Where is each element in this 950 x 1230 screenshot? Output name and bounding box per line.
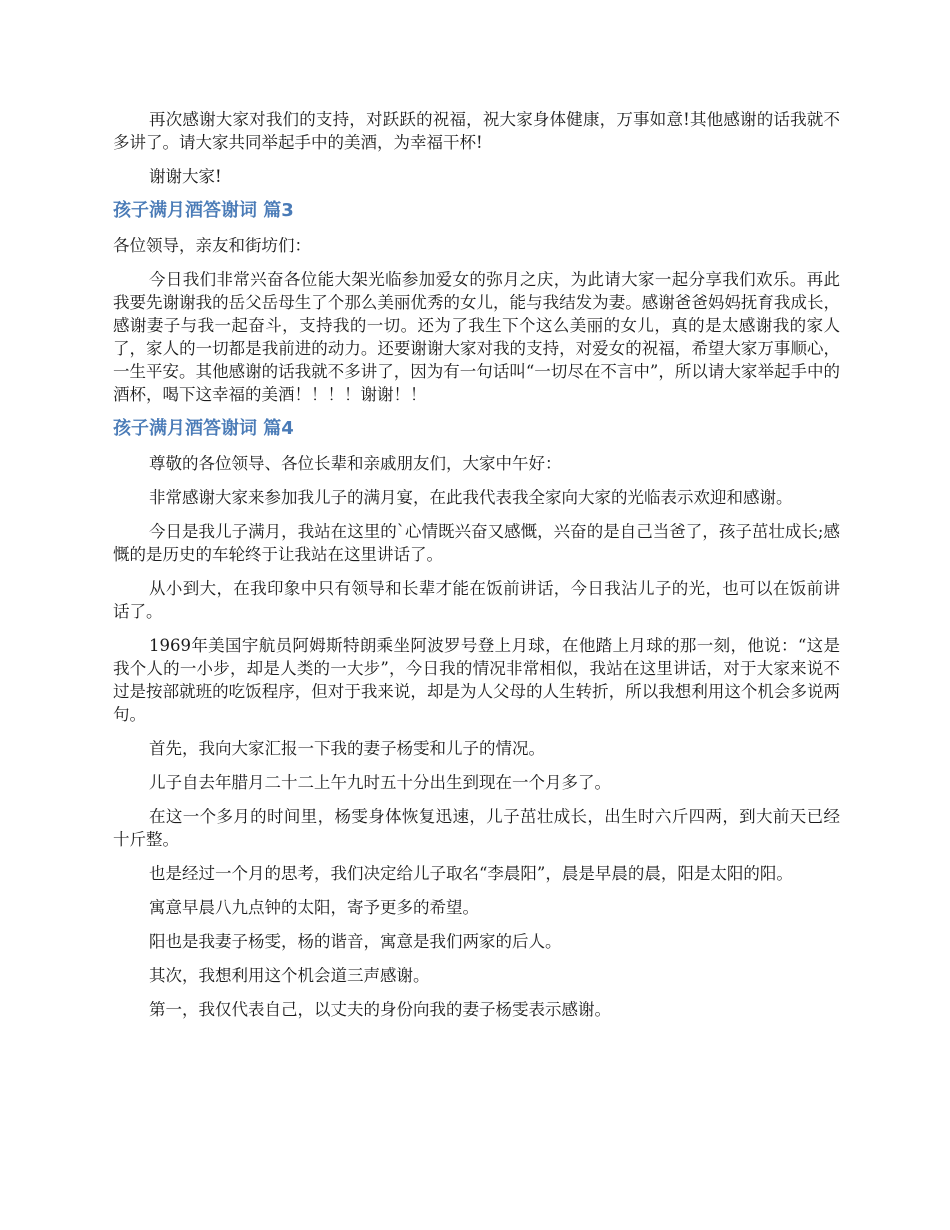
document-page xyxy=(113,108,840,1032)
paragraph: 其次，我想利用这个机会道三声感谢。 xyxy=(149,966,430,985)
paragraph: 寓意早晨八九点钟的太阳，寄予更多的希望。 xyxy=(149,898,479,917)
paragraph: 首先，我向大家汇报一下我的妻子杨雯和儿子的情况。 xyxy=(149,739,545,758)
paragraph: 谢谢大家! xyxy=(149,167,222,186)
paragraph: 再次感谢大家对我们的支持，对跃跃的祝福，祝大家身体健康，万事如意!其他感谢的话我就不多讲了。请大家共同举起手中的美酒，为幸福干杯! xyxy=(113,110,840,152)
section-heading: 孩子满月酒答谢词 篇3 xyxy=(113,200,294,221)
paragraph: 也是经过一个月的思考，我们决定给儿子取名“李晨阳”，晨是早晨的晨，阳是太阳的阳。 xyxy=(149,864,793,883)
paragraph: 今日我们非常兴奋各位能大架光临参加爱女的弥月之庆，为此请大家一起分享我们欢乐。再此我要先谢谢我的岳父岳母生了个那么美丽优秀的女儿，能与我结发为妻。感谢爸爸妈妈抚育我成长，感谢妻子与我一起奋斗，支持我的一切。还为了我生下个这么美丽的女儿，真的是太感谢我的家人了，家人的一切都是我前进的动力。还要谢谢大家对我的支持，对爱女的祝福，希望大家万事顺心，一生平安。其他感谢的话我就不多讲了，因为有一句话叫“一切尽在不言中”，所以请大家举起手中的酒杯，喝下这幸福的美酒！！！！谢谢！！ xyxy=(113,270,840,404)
paragraph: 在这一个多月的时间里，杨雯身体恢复迅速，儿子茁壮成长，出生时六斤四两，到大前天已经十斤整。 xyxy=(113,807,840,849)
paragraph: 非常感谢大家来参加我儿子的满月宴，在此我代表我全家向大家的光临表示欢迎和感谢。 xyxy=(149,488,793,507)
paragraph: 阳也是我妻子杨雯，杨的谐音，寓意是我们两家的后人。 xyxy=(149,932,562,951)
paragraph: 儿子自去年腊月二十二上午九时五十分出生到现在一个月多了。 xyxy=(149,773,611,792)
paragraph: 从小到大，在我印象中只有领导和长辈才能在饭前讲话，今日我沾儿子的光，也可以在饭前讲话了。 xyxy=(113,579,840,621)
salutation: 各位领导，亲友和街坊们： xyxy=(113,236,311,255)
paragraph: 1969年美国宇航员阿姆斯特朗乘坐阿波罗号登上月球，在他踏上月球的那一刻，他说：“这是我个人的一小步，却是人类的一大步”，今日我的情况非常相似，我站在这里讲话，对于大家来说不过是按部就班的吃饭程序，但对于我来说，却是为人父母的人生转折，所以我想利用这个机会多说两句。 xyxy=(113,636,840,724)
paragraph: 第一，我仅代表自己，以丈夫的身份向我的妻子杨雯表示感谢。 xyxy=(149,1000,611,1019)
section-heading: 孩子满月酒答谢词 篇4 xyxy=(113,418,294,439)
paragraph: 尊敬的各位领导、各位长辈和亲戚朋友们，大家中午好： xyxy=(149,454,562,473)
paragraph: 今日是我儿子满月，我站在这里的`心情既兴奋又感慨，兴奋的是自己当爸了，孩子茁壮成长;感慨的是历史的车轮终于让我站在这里讲话了。 xyxy=(113,522,840,564)
